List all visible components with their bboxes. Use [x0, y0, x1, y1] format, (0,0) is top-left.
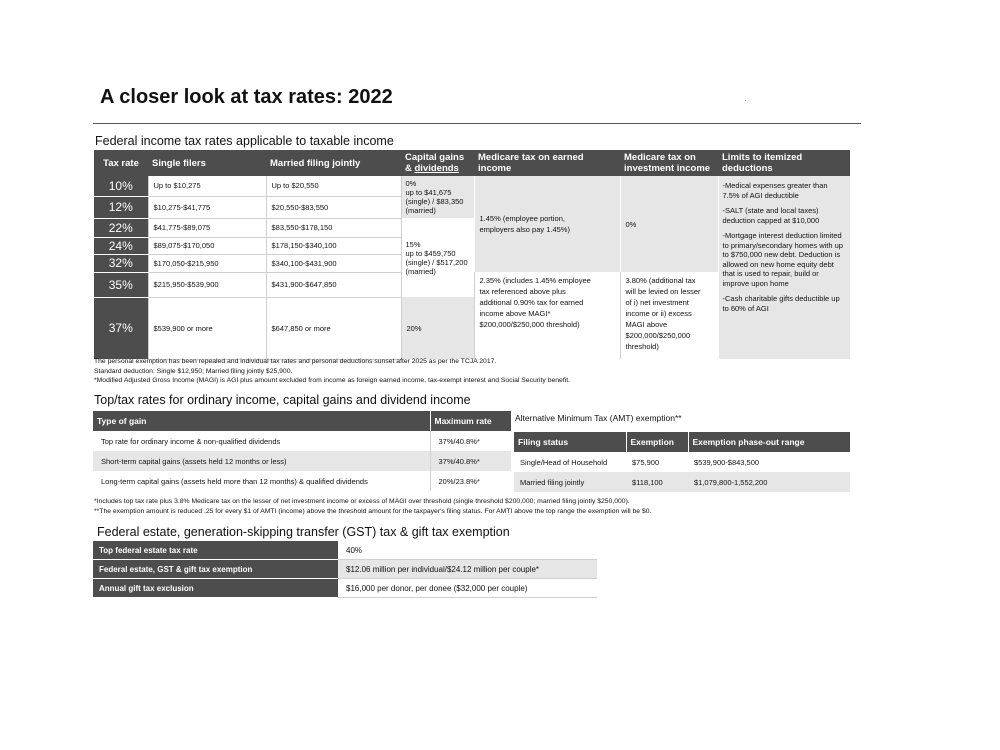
- income-notes: [94, 357, 570, 386]
- top-rates-section-title: Top/tax rates for ordinary income, capital gains and dividend income: [94, 393, 471, 407]
- dividends-link[interactable]: dividends: [414, 163, 459, 174]
- married-bracket: $83,550-$178,150: [266, 218, 401, 237]
- header-phaseout: Exemption phase-out range: [688, 432, 850, 452]
- income-section-title: Federal income tax rates applicable to taxable income: [95, 134, 394, 148]
- medicare-invest-top-text: 0%: [625, 219, 637, 229]
- note-line: The personal exemption has been repealed and individual tax rates and personal deductions sunset after 2025 as per the TCJA 2017.: [94, 358, 497, 365]
- single-bracket: Up to $10,275: [148, 176, 266, 196]
- rate-cell: 32%: [94, 254, 148, 272]
- note-line: Standard deduction: Single $12,950; Married filing jointly $25,900.: [94, 367, 293, 375]
- header-filing-status: Filing status: [514, 432, 626, 452]
- married-bracket: $431,900-$647,850: [266, 272, 401, 297]
- medicare-invest-top: [620, 176, 718, 272]
- medicare-invest-bottom: [620, 272, 718, 359]
- income-tax-table: [94, 150, 850, 360]
- limit-mortgage: -Mortgage interest deduction limited to primary/secondary homes with up to $750,000 new debt. Deduction is allowed on new home equity debt that is used to repair, build or improve upon home: [722, 231, 843, 288]
- header-married-filing-jointly: Married filing jointly: [266, 150, 401, 176]
- married-bracket: $647,850 or more: [266, 297, 401, 359]
- capgains-15-text: 15% up to $459,750 (single) / $517,200 (married): [405, 239, 468, 276]
- married-bracket: Up to $20,550: [266, 176, 401, 196]
- amt-exemption: $75,900: [626, 452, 688, 472]
- single-bracket: $215,950-$539,900: [148, 272, 266, 297]
- limits-cell: [718, 176, 850, 359]
- stray-mark: [745, 100, 746, 101]
- rate-cell: 37%: [94, 297, 148, 359]
- amt-phaseout: $539,900-$843,500: [688, 452, 850, 472]
- medicare-earned-bottom: [474, 272, 620, 359]
- gain-max-rate: 37%/40.8%*: [430, 431, 511, 451]
- rate-cell: 22%: [94, 218, 148, 237]
- single-bracket: $89,075-$170,050: [148, 237, 266, 254]
- estate-label: Top federal estate tax rate: [93, 541, 338, 560]
- header-type-of-gain: Type of gain: [93, 411, 430, 431]
- amt-table: [514, 432, 850, 492]
- capgains-20-cell: [401, 297, 474, 359]
- limit-medical: -Medical expenses greater than 7.5% of AGI deductible: [722, 181, 828, 200]
- amt-title: Alternative Minimum Tax (AMT) exemption**: [515, 413, 682, 423]
- gain-max-rate: 20%/23.8%*: [430, 471, 511, 491]
- capgains-20-text: 20%: [406, 323, 422, 333]
- rate-cell: 35%: [94, 272, 148, 297]
- header-capital-gains-amp: &: [405, 163, 415, 174]
- capgains-0-text: 0% up to $41,675 (single) / $83,350 (married): [405, 179, 464, 215]
- page-title: A closer look at tax rates: 2022: [100, 86, 393, 108]
- note-line: *Includes top tax rate plus 3.8% Medicare tax on the lesser of net investment income or excess of MAGI over threshold (single threshold $200,000; married filing jointly $250,000).: [94, 498, 630, 505]
- header-exemption: Exemption: [626, 432, 688, 452]
- capgains-15-cell: [401, 218, 474, 297]
- header-single-filers: Single filers: [148, 150, 266, 176]
- top-rates-table: [93, 411, 511, 491]
- rate-cell: 12%: [94, 196, 148, 218]
- amt-exemption: $118,100: [626, 472, 688, 492]
- medicare-invest-bottom-text: 3.80% (additional tax will be levied on lesser of i) net investment income or ii) excess MAGI above $200,000/$250,000 threshold): [625, 276, 701, 351]
- gain-type: Long-term capital gains (assets held more than 12 months) & qualified dividends: [93, 471, 430, 491]
- header-capital-gains-label: Capital gains: [405, 152, 465, 163]
- estate-value: $16,000 per donor, per donee ($32,000 per couple): [338, 579, 597, 598]
- title-divider: [93, 123, 861, 124]
- rate-cell: 24%: [94, 237, 148, 254]
- estate-value: 40%: [338, 541, 597, 560]
- amt-status: Single/Head of Household: [514, 452, 626, 472]
- header-tax-rate: Tax rate: [94, 150, 148, 176]
- note-line: **The exemption amount is reduced .25 for every $1 of AMTI (income) above the threshold amount for the taxpayer's filing status. For AMTI above the top range the exemption will be $0.: [94, 507, 652, 515]
- rate-cell: 10%: [94, 176, 148, 196]
- gain-type: Top rate for ordinary income & non-qualified dividends: [93, 431, 430, 451]
- header-maximum-rate: Maximum rate: [430, 411, 511, 431]
- single-bracket: $539,900 or more: [148, 297, 266, 359]
- limit-charitable: -Cash charitable gifts deductible up to 60% of AGI: [722, 294, 840, 313]
- header-medicare-earned: Medicare tax on earned income: [474, 150, 620, 176]
- medicare-earned-bottom-text: 2.35% (includes 1.45% employee tax referenced above plus additional 0.90% tax for earned income above MAGI* $200,000/$250,000 threshold): [479, 276, 591, 329]
- limit-salt: -SALT (state and local taxes) deduction capped at $10,000: [722, 206, 820, 225]
- married-bracket: $178,150-$340,100: [266, 237, 401, 254]
- gain-type: Short-term capital gains (assets held 12 months or less): [93, 451, 430, 471]
- estate-section-title: Federal estate, generation-skipping transfer (GST) tax & gift tax exemption: [97, 525, 510, 539]
- estate-label: Federal estate, GST & gift tax exemption: [93, 560, 338, 579]
- single-bracket: $170,050-$215,950: [148, 254, 266, 272]
- header-capital-gains: [401, 150, 474, 176]
- estate-table: [93, 541, 597, 598]
- married-bracket: $20,550-$83,550: [266, 196, 401, 218]
- header-medicare-investment: Medicare tax on investment income: [620, 150, 718, 176]
- single-bracket: $41,775-$89,075: [148, 218, 266, 237]
- single-bracket: $10,275-$41,775: [148, 196, 266, 218]
- estate-label: Annual gift tax exclusion: [93, 579, 338, 598]
- note-line: *Modified Adjusted Gross Income (MAGI) is AGI plus amount excluded from income as foreign earned income, tax-exempt interest and Social Security benefit.: [94, 377, 571, 384]
- header-limits-itemized: Limits to itemized deductions: [718, 150, 850, 176]
- top-rates-notes: [94, 497, 651, 516]
- gain-max-rate: 37%/40.8%*: [430, 451, 511, 471]
- married-bracket: $340,100-$431,900: [266, 254, 401, 272]
- estate-value: $12.06 million per individual/$24.12 million per couple*: [338, 560, 597, 579]
- amt-phaseout: $1,079,800-1,552,200: [688, 472, 850, 492]
- amt-status: Married filing jointly: [514, 472, 626, 492]
- capgains-0-cell: [401, 176, 474, 218]
- medicare-earned-top-text: 1.45% (employee portion, employers also pay 1.45%): [479, 214, 570, 234]
- medicare-earned-top: [474, 176, 620, 272]
